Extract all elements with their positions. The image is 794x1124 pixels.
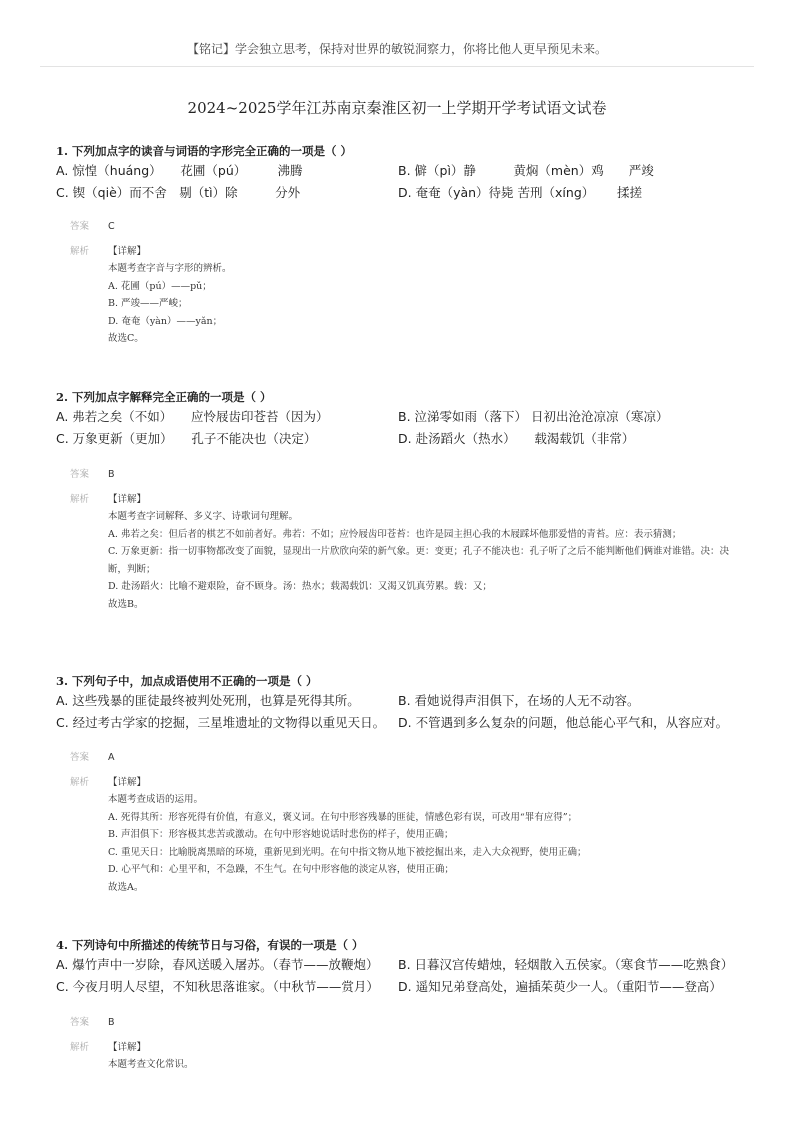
page-motto: 【铭记】学会独立思考，保持对世界的敏锐洞察力，你将比他人更早预见未来。 [186,42,607,56]
option-d: D. 奄奄（yàn）待毙 苦刑（xíng） 揉搓 [398,185,642,200]
header-divider [40,66,754,67]
answer-value: B [108,1017,115,1028]
answer-block-3 [70,749,730,896]
analysis-label: 解析 [70,493,90,505]
question-stem: 4. 下列诗句中所描述的传统节日与习俗，有误的一项是（ ） [56,938,364,952]
answer-block-1 [70,218,730,348]
analysis-text: 【详解】 本题考查文化常识。 [108,1041,194,1070]
answer-label: 答案 [70,469,90,480]
option-a: A. 弗若之矣（不如） 应怜屐齿印苍苔（因为） [56,409,329,424]
question-stem: 1. 下列加点字的读音与词语的字形完全正确的一项是（ ） [56,144,353,158]
analysis-label: 解析 [70,776,90,788]
question-3 [56,672,746,734]
answer-value: B [108,469,115,480]
option-c: C. 万象更新（更加） 孔子不能决也（决定） [56,431,317,446]
option-a: A. 爆竹声中一岁除，春风送暖入屠苏。（春节——放鞭炮） [56,957,379,972]
analysis-text: 【详解】 本题考查成语的运用。 A. 死得其所：形容死得有价值，有意义，褒义词。在句中形容残暴的匪徒，情感色彩有误，可改用“罪有应得”； B. 声泪俱下：形容极其悲苦或激动。在句中形容她说话时悲伤的样子，使用正确； C. 重见天日：比喻脱离黑暗的环境，重新见到光明。在句中指文物从地下被挖掘出来，走入大众视野，使用正确； D. 心平气和：心里平和，不急躁，不生气。在句中形容他的淡定从容，使用正确； 故选A。 [108,776,587,893]
answer-label: 答案 [70,752,90,763]
question-stem: 2. 下列加点字解释完全正确的一项是（ ） [56,390,272,404]
question-stem: 3. 下列句子中，加点成语使用不正确的一项是（ ） [56,674,318,688]
option-d: D. 不管遇到多么复杂的问题，他总能心平气和，从容应对。 [398,715,729,730]
answer-block-4 [70,1014,730,1074]
question-1 [56,142,746,204]
option-b: B. 僻（pì）静 黄焖（mèn）鸡 严竣 [398,163,654,178]
option-b: B. 看她说得声泪俱下，在场的人无不动容。 [398,693,640,708]
question-4 [56,936,746,998]
answer-value: C [108,221,115,232]
analysis-label: 解析 [70,1041,90,1053]
answer-label: 答案 [70,1017,90,1028]
option-d: D. 遥知兄弟登高处，遍插茱萸少一人。（重阳节——登高） [398,979,722,994]
answer-label: 答案 [70,221,90,232]
analysis-text: 【详解】 本题考查字词解释、多义字、诗歌词句理解。 A. 弗若之矣：但后者的棋艺不如前者好。弗若：不如；应怜屐齿印苍苔：也许是园主担心我的木屐踩坏他那爱惜的青苔。应：表示猜测； C. 万象更新：指一切事物都改变了面貌，显现出一片欣欣向荣的新气象。更：变更；孔子不能决也：孔子听了之后不能判断他们俩谁对谁错。决：决断，判断； D. 赴汤蹈火：比喻不避艰险，奋不顾身。汤：热水；载渴载饥：又渴又饥真劳累。载：又； 故选B。 [108,493,729,610]
analysis-text: 【详解】 本题考查字音与字形的辨析。 A. 花圃（pú）——pǔ； B. 严竣——严峻； D. 奄奄（yàn）——yǎn； 故选C。 [108,245,232,344]
option-b: B. 日暮汉宫传蜡烛，轻烟散入五侯家。（寒食节——吃熟食） [398,957,734,972]
option-c: C. 经过考古学家的挖掘，三星堆遗址的文物得以重见天日。 [56,715,386,730]
option-a: A. 惊惶（huáng） 花圃（pú） 沸腾 [56,163,303,178]
option-c: C. 锲（qiè）而不舍 剔（tì）除 分外 [56,185,301,200]
answer-block-2 [70,466,730,613]
page-title: 2024~2025学年江苏南京秦淮区初一上学期开学考试语文试卷 [187,99,607,117]
analysis-label: 解析 [70,245,90,257]
option-a: A. 这些残暴的匪徒最终被判处死刑，也算是死得其所。 [56,693,360,708]
option-b: B. 泣涕零如雨（落下） 日初出沧沧凉凉（寒凉） [398,409,669,424]
option-c: C. 今夜月明人尽望，不知秋思落谁家。（中秋节——赏月） [56,979,379,994]
answer-value: A [108,752,115,763]
question-2 [56,388,746,450]
option-d: D. 赴汤蹈火（热水） 载渴载饥（非常） [398,431,635,446]
